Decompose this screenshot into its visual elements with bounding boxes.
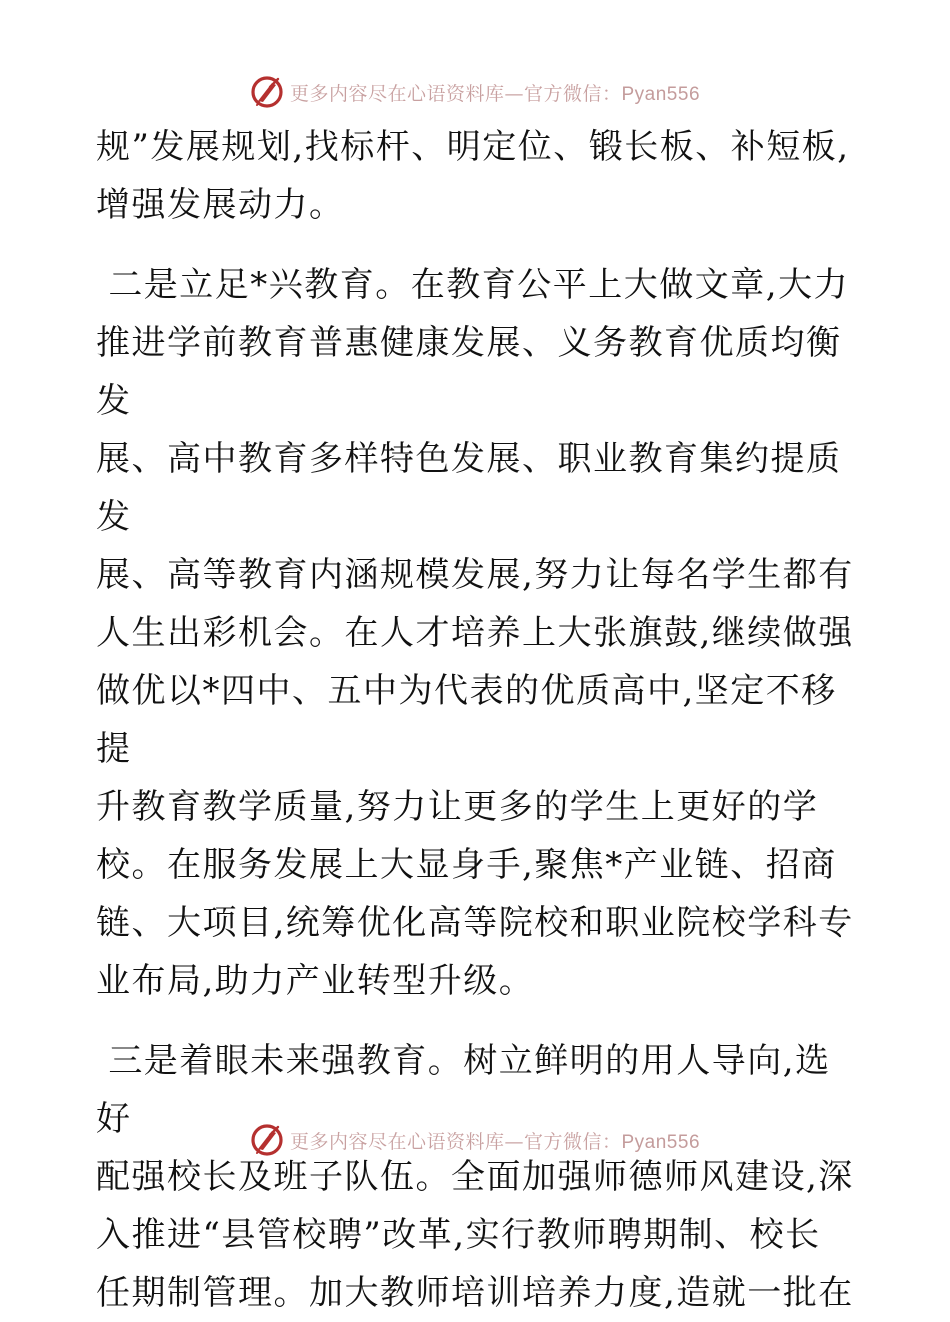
paragraph-line: 二是立足*兴教育。在教育公平上大做文章,大力 [96,265,850,305]
paragraph-3 [96,1032,856,1322]
footer-separator: — [504,1130,524,1153]
paragraph-line: 链、大项目,统筹优化高等院校和职业院校学科专 [96,903,854,943]
paragraph-2 [96,256,856,1010]
footer-wechat-id: Pyan556 [621,1131,701,1153]
paragraph-line: 任期制管理。加大教师培训培养力度,造就一批在 [96,1273,854,1313]
paragraph-line: 人生出彩机会。在人才培养上大张旗鼓,继续做强 [96,613,854,653]
paragraph-line: 三是着眼未来强教育。树立鲜明的用人导向,选好 [96,1041,831,1139]
footer-wechat-label: 官方微信： [523,1130,622,1153]
header-separator: — [504,82,524,105]
paragraph-line: 展、高等教育内涵规模发展,努力让每名学生都有 [96,555,854,595]
quill-pen-circle-icon [250,1123,284,1157]
paragraph-line: 配强校长及班子队伍。全面加强师德师风建设,深 [96,1157,854,1197]
footer-brand-name: 更多内容尽在心语资料库 [289,1130,505,1153]
paragraph-line: 做优以*四中、五中为代表的优质高中,坚定不移提 [96,671,837,769]
paragraph-1 [96,118,856,234]
footer-brand[interactable] [250,1123,700,1157]
quill-pen-circle-icon [250,75,284,109]
paragraph-line: 增强发展动力。 [96,185,345,225]
header-brand[interactable] [250,75,700,109]
header-wechat-label: 官方微信： [523,82,622,105]
header-brand-name: 更多内容尽在心语资料库 [289,82,505,105]
paragraph-spacer [96,234,856,256]
page-footer [0,1118,950,1162]
paragraph-line: 业布局,助力产业转型升级。 [96,961,535,1001]
header-wechat-id: Pyan556 [621,83,701,105]
footer-brand-text [290,1127,700,1154]
paragraph-spacer [96,1010,856,1032]
paragraph-line: 展、高中教育多样特色发展、职业教育集约提质发 [96,439,842,537]
page-header [0,70,950,114]
paragraph-line: 升教育教学质量,努力让更多的学生上更好的学 [96,787,819,827]
header-brand-text [290,79,700,106]
paragraph-line: 校。在服务发展上大显身手,聚焦*产业链、招商 [96,845,837,885]
paragraph-line: 规”发展规划,找标杆、明定位、锻长板、补短板, [96,127,850,167]
paragraph-line: 入推进“县管校聘”改革,实行教师聘期制、校长 [96,1215,821,1255]
paragraph-line: 推进学前教育普惠健康发展、义务教育优质均衡发 [96,323,842,421]
